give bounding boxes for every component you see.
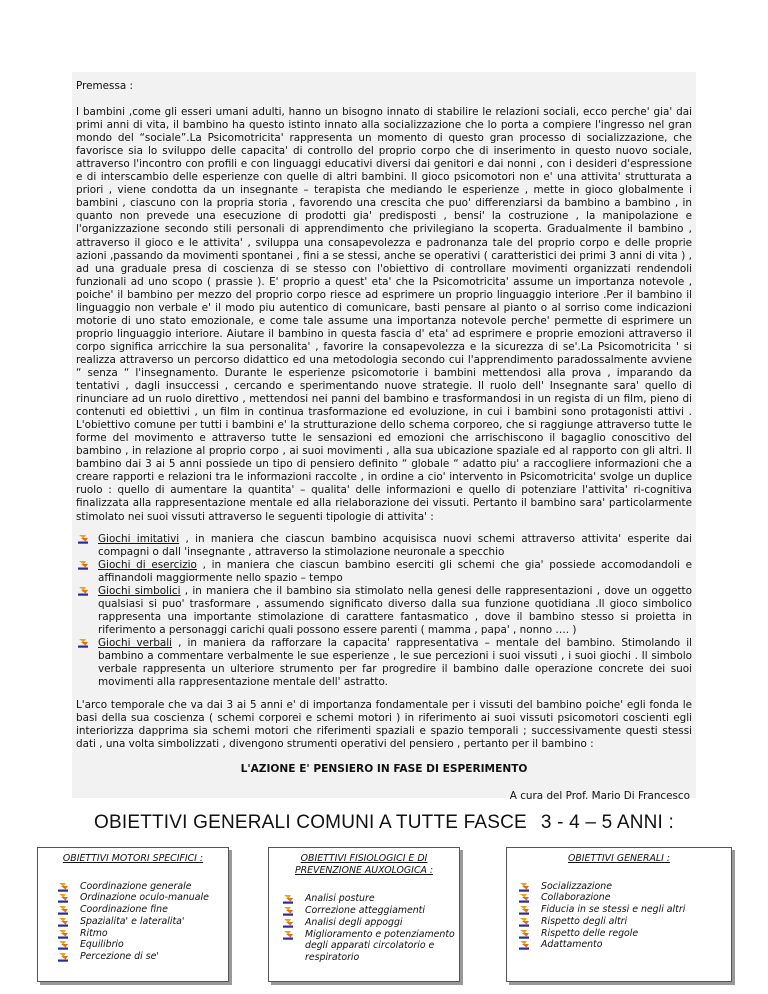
game-description: , in maniera che ciascun bambino acquisisca nuovi schemi attraverso attivita' esperite dai compagni o dall 'insegnante , attraverso la stimolazione neuronale a specchio (98, 532, 692, 558)
list-item (519, 928, 731, 940)
premise-label: Premessa : (76, 80, 134, 92)
arrow-bullet-icon (58, 882, 69, 892)
item-label: Rispetto delle regole (541, 927, 639, 939)
item-label: Equilibrio (80, 939, 124, 951)
physiological-objectives-box (268, 847, 460, 982)
list-item (283, 917, 459, 929)
arrow-bullet-icon (519, 882, 530, 892)
arrow-bullet-icon (78, 560, 89, 570)
game-title: Giochi imitativi (98, 532, 180, 545)
item-label: Fiducia in se stessi e negli altri (541, 904, 686, 916)
arrow-bullet-icon (519, 917, 530, 927)
arrow-bullet-icon (78, 586, 89, 596)
arrow-bullet-icon (78, 638, 89, 648)
arrow-bullet-icon (283, 918, 294, 928)
list-item (519, 881, 731, 893)
list-item (519, 892, 731, 904)
introduction-section (72, 72, 696, 803)
closing-paragraph: L'arco temporale che va dai 3 ai 5 anni e' di importanza fondamentale per i vissuti del bambino poiche' egli fonda le basi della sua coscienza ( schemi corporei e schemi motori ) in riferimento ai suoi vissuti psicomotori coscienti egli interiorizza dapprima sia schemi motori che riferimenti spaziali e spazio temporali ; successivamente questi stessi dati , una volta simbolizzati , divengono strumenti operativi del pensiero , pertanto per il bambino : (76, 699, 692, 751)
introduction-paragraph: I bambini ,come gli esseri umani adulti, hanno un bisogno innato di stabilire le relazioni sociali, ecco perche' gia' dai primi anni di vita, il bambino ha questo istinto innato alla socializzazione che lo porta a compiere l'ingresso nel gran mondo del “sociale”.La Psicomotricita' rappresenta un momento di questo gran processo di socializzazione, che favorisce sia lo sviluppo delle capacita' di controllo del proprio corpo che di inserimento in questo nuovo sociale, attraverso l'incontro con profili e con linguaggi educativi diversi dai genitori e dai nonni , con i desideri d'espressione e di interscambio delle esperienze con quelle di altri bambini. Il gioco psicomotori non e' una attivita' strutturata a priori , viene condotta da un insegnante – terapista che mediando le esperienze , mette in gioco globalmente i bambini , ciascuno con la propria storia , favorendo una crescita che puo' differenziarsi da bambino a bambino , in quanto non prevede una esecuzione di prodotti gia' predisposti , bensi' la costruzione , la manipolazione e l'organizzazione secondo stili personali di apprendimento che privilegiano la scoperta. Gradualmente il bambino , attraverso il gioco e le attivita' , sviluppa una consapevolezza e padronanza tale del proprio corpo e delle proprie azioni ,passando da movimenti spontanei , fini a se stessi, anche se operativi ( caratteristici dei primi 3 anni di vita ) , ad una graduale presa di coscienza di se stesso con l'obiettivo di controllare movimenti organizzati rendendoli funzionali ad uno scopo ( prassie ). E' proprio a quest' eta' che la Psicomotricita' assume un importanza notevole , poiche' il bambino per mezzo del proprio corpo riesce ad esprimere un proprio linguaggio interiore .Per il bambino il linguaggio non verbale e' il modo piu autentico di comunicare, basti pensare al pianto o al sorriso come indicazioni motorie di uno stato emozionale, e come tale assume una importanza notevole perche' permette di esprimere un proprio linguaggio interiore. Aiutare il bambino in questa fascia d' eta' ad esprimere e proprie emozioni attraverso il corpo significa arricchire la sua personalita' , favorire la consapevolezza e la sicurezza di se'.La Psicomotricita ' si realizza attraverso un percorso didattico ed una metodologia secondo cui l'apprendimento paradossalmente avviene “ senza “ l'insegnamento. Durante le esperienze psicomotorie i bambini mettendosi alla prova , imparando da tentativi , dagli insuccessi , cercando e sperimentando nuove strategie. Il ruolo dell' Insegnante sara' quello di rinunciare ad un ruolo direttivo , mettendosi nei panni del bambino e trasformandosi in un regista di un film, pieno di contenuti ed obiettivi , un film in continua trasformazione ed evoluzione, in cui i bambini sono protagonisti attivi . L'obiettivo comune per tutti i bambini e' la strutturazione dello schema corporeo, che si raggiunge attraverso tutte le forme del movimento e attraverso tutte le sensazioni ed emozioni che arrischiscono il bagaglio conoscitivo del bambino , in relazione al proprio corpo , ai suoi movimenti , alla sua ubicazione spaziale ed al rapporto con gli altri. Il bambino dai 3 ai 5 anni possiede un tipo di pensiero definito “ globale “ adatto piu' a raccogliere informazioni che a creare rapporti e relazioni tra le informazioni raccolte , in ordine a cio' intervento in Psicomotricita' svolge un duplice ruolo : quello di aumentare la quantita' – qualita' delle informazioni e quello di potenziare l'attivita' ri-cognitiva finalizzata alla rappresentazione mentale ed alla rielaborazione dei vissuti. Pertanto il bambino sara' particolarmente stimolato nei suoi vissuti attraverso le seguenti tipologie di attivita' : (76, 106, 692, 523)
games-list (76, 533, 692, 690)
list-item (98, 585, 692, 637)
game-title: Giochi simbolici (98, 584, 181, 597)
age-range: 3 - 4 – 5 ANNI : (540, 812, 674, 833)
arrow-bullet-icon (519, 905, 530, 915)
box-heading: OBIETTIVI GENERALI : (567, 853, 671, 864)
item-label: Correzione atteggiamenti (305, 905, 425, 917)
list-item (58, 951, 228, 963)
objectives-list (58, 881, 228, 963)
arrow-bullet-icon (58, 940, 69, 950)
item-label: Coordinazione generale (80, 880, 192, 892)
arrow-bullet-icon (519, 893, 530, 903)
list-item (519, 904, 731, 916)
list-item (283, 905, 459, 917)
list-item (58, 881, 228, 893)
section-title (0, 812, 768, 834)
arrow-bullet-icon (58, 929, 69, 939)
arrow-bullet-icon (283, 906, 294, 916)
general-objectives-box (506, 847, 732, 982)
objectives-list (519, 881, 731, 951)
item-label: Rispetto degli altri (541, 915, 628, 927)
list-item (58, 916, 228, 928)
list-item (519, 916, 731, 928)
box-heading: OBIETTIVI FISIOLOGICI E DI PREVENZIONE AUXOLOGICA : (294, 853, 434, 876)
item-label: Coordinazione fine (80, 904, 168, 916)
list-item (98, 559, 692, 585)
arrow-bullet-icon (58, 952, 69, 962)
game-description: , in maniera da rafforzare la capacita' rappresentativa – mentale del bambino. Stimolando il bambino a commentare verbalmente le sue esperienze , le sue percezioni i suoi vissuti , i suoi giochi . Il simbolo verbale rappresenta un ulteriore strumento per far progredire il bambino dalle operazione concrete dei suoi movimenti alla rappresentazione mentale dell' astratto. (98, 636, 692, 689)
list-item (58, 904, 228, 916)
arrow-bullet-icon (283, 894, 294, 904)
item-label: Spazialita' e lateralita' (80, 915, 185, 927)
game-description: , in maniera che il bambino sia stimolato nella genesi delle rappresentazioni , dove un oggetto qualsiasi si puo' trasformare , assumendo significato diverso dalla sua funzione quotidiana .Il gioco simbolico rappresenta una importante stimolazione di carattere fantasmatico , dove il bambino stesso si proietta in riferimento a personaggi carichi quali possono essere parenti ( mamma , papa' , nonno …. ) (98, 584, 692, 636)
game-title: Giochi verbali (98, 636, 173, 649)
section-title-text: OBIETTIVI GENERALI COMUNI A TUTTE FASCE (93, 812, 527, 833)
item-label: Analisi degli appoggi (305, 916, 403, 928)
arrow-bullet-icon (58, 893, 69, 903)
arrow-bullet-icon (58, 917, 69, 927)
motto-heading: L'AZIONE E' PENSIERO IN FASE DI ESPERIMENTO (240, 763, 528, 776)
game-description: , in maniera che ciascun bambino eserciti gli schemi che gia' possiede accomodandoli e affinandoli maggiormente nello spazio – tempo (98, 558, 692, 584)
list-item (98, 637, 692, 689)
list-item (58, 892, 228, 904)
item-label: Ordinazione oculo-manuale (80, 892, 209, 904)
item-label: Analisi posture (305, 893, 375, 905)
motor-objectives-box (37, 847, 229, 982)
item-label: Percezione di se' (80, 950, 159, 962)
item-label: Ritmo (80, 927, 108, 939)
box-heading: OBIETTIVI MOTORI SPECIFICI : (62, 853, 204, 864)
arrow-bullet-icon (283, 930, 294, 940)
item-label: Collaborazione (541, 892, 611, 904)
list-item (98, 533, 692, 559)
list-item (519, 939, 731, 951)
item-label: Miglioramento e potenziamento degli apparati circolatorio e respiratorio (305, 928, 455, 963)
author-credit: A cura del Prof. Mario Di Francesco (509, 790, 690, 803)
game-title: Giochi di esercizio (98, 558, 197, 571)
arrow-bullet-icon (78, 534, 89, 544)
list-item (58, 939, 228, 951)
item-label: Socializzazione (541, 880, 612, 892)
arrow-bullet-icon (519, 929, 530, 939)
list-item (283, 893, 459, 905)
item-label: Adattamento (541, 939, 603, 951)
objectives-list (283, 893, 459, 963)
list-item (283, 929, 459, 964)
arrow-bullet-icon (58, 905, 69, 915)
list-item (58, 928, 228, 940)
arrow-bullet-icon (519, 940, 530, 950)
